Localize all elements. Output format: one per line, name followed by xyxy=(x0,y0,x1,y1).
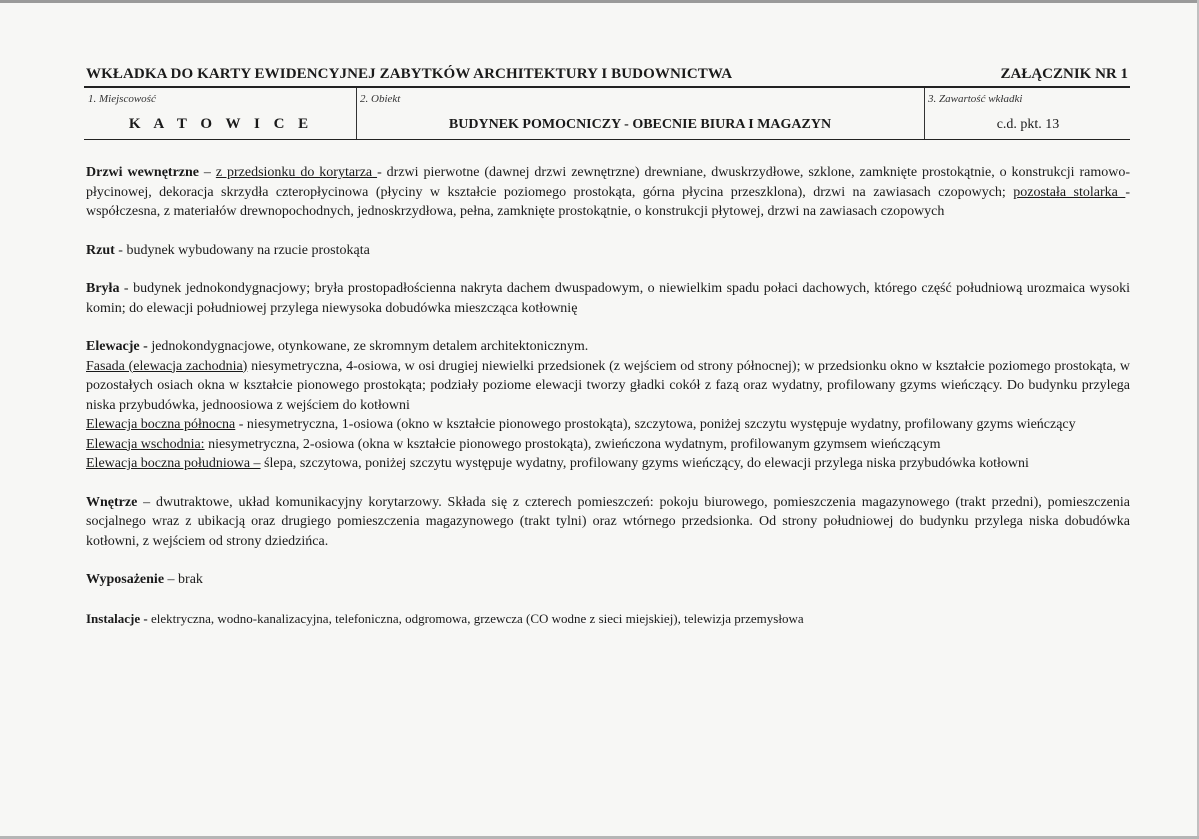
section-equipment xyxy=(86,570,1130,590)
doors-sub1: z przedsionku do korytarza xyxy=(215,165,378,180)
west-text: niesymetryczna, 4-osiowa, w osi drugiej niewielki przedsionek (z wejściem od strony północnej); w przedsionku okno w kształcie poziomego prostokąta, w pozostałych osiach okna w kształcie pionowego prostokąta; podziały poziome elewacji tworzy gładki cokół z fazą oraz wydatny, profilowany gzyms wieńczący. Do budynku przylega niska przybudówka, jednoosiowa z wejściem do kotłowni xyxy=(86,358,1130,413)
contents-label: 3. Zawartość wkładki xyxy=(928,93,1023,105)
section-doors xyxy=(86,163,1130,222)
object-label: 2. Obiekt xyxy=(360,93,401,105)
section-mass xyxy=(86,279,1130,318)
equipment-text: – brak xyxy=(164,572,203,587)
installations-text: elektryczna, wodno-kanalizacyjna, telefoniczna, odgromowa, grzewcza (CO wodne z sieci miejskiej), telewizja przemysłowa xyxy=(147,610,804,626)
section-elevations xyxy=(86,337,1130,474)
field-divider-1 xyxy=(356,88,357,139)
annex-number: ZAŁĄCZNIK NR 1 xyxy=(1000,66,1128,82)
elevation-north xyxy=(86,415,1130,435)
south-text: ślepa, szczytowa, poniżej szczytu występuje wydatny, profilowany gzyms wieńczący, do elewacji przylega niska przybudówka kotłowni xyxy=(260,456,1029,471)
document-body xyxy=(86,163,1130,647)
elevation-west xyxy=(86,357,1130,416)
scan-edge-top xyxy=(0,0,1199,3)
north-label: Elewacja boczna północna xyxy=(86,417,236,432)
interior-text: – dwutraktowe, układ komunikacyjny korytarzowy. Składa się z czterech pomieszczeń: pokoju biurowego, pomieszczenia magazynowego (trakt przedni), pomieszczenia socjalnego wraz z ubikacją oraz drugiego pomieszczenia magazynowego (trakt tylni) oraz wtórnego przedsionka. Od strony południowej do budynku przylega niska dobudówka kotłowni, z wejściem od strony dziedzińca. xyxy=(86,494,1130,549)
elevation-east xyxy=(86,435,1130,455)
elevations-intro-line xyxy=(86,337,1130,357)
equipment-heading: Wyposażenie xyxy=(86,572,165,587)
elevation-south xyxy=(86,454,1130,474)
field-divider-2 xyxy=(924,88,925,139)
object-value: BUDYNEK POMOCNICZY - OBECNIE BIURA I MAGAZYN xyxy=(448,117,832,132)
elevations-heading: Elewacje - xyxy=(86,339,148,354)
east-text: niesymetryczna, 2-osiowa (okna w kształcie pionowego prostokąta), zwieńczona wydatnym, profilowanym gzymsem wieńczącym xyxy=(204,436,941,452)
mass-heading: Bryła xyxy=(86,281,120,296)
doors-sub2: pozostała stolarka xyxy=(1013,184,1126,200)
doors-text1: - drzwi pierwotne (dawnej drzwi zewnętrzne) drewniane, dwuskrzydłowe, szklone, zamknięte prostokątnie, o konstrukcji ramowo-płycinowej, dekoracja skrzydła czteropłycinowa (płyciny w kształcie poziomego prostokąta, górna płycina przeszklona), drzwi na zawiasach czopowych; xyxy=(86,165,1131,200)
document-title: WKŁADKA DO KARTY EWIDENCYJNEJ ZABYTKÓW ARCHITEKTURY I BUDOWNICTWA xyxy=(86,66,733,82)
south-label: Elewacja boczna południowa – xyxy=(86,456,261,471)
section-plan xyxy=(86,241,1130,261)
locality-value: K A T O W I C E xyxy=(128,116,314,132)
mass-text: - budynek jednokondygnacjowy; bryła prostopadłościenna nakryta dachem dwuspadowym, o niewielkim spadu połaci dachowych, którego część południową urozmaica wysoki komin; do elewacji południowej przylega niewysoka dobudówka mieszcząca kotłownię xyxy=(86,281,1130,316)
locality-label: 1. Miejscowość xyxy=(88,93,156,105)
plan-heading: Rzut xyxy=(86,242,115,258)
west-label: Fasada (elewacja zachodnia) xyxy=(86,358,248,374)
north-text: - niesymetryczna, 1-osiowa (okno w kształcie pionowego prostokąta), szczytowa, poniżej szczytu występuje wydatny, profilowany gzyms wieńczący xyxy=(235,417,1076,432)
installations-heading: Instalacje - xyxy=(86,610,148,626)
contents-value: c.d. pkt. 13 xyxy=(996,117,1060,132)
doors-heading: Drzwi wewnętrzne xyxy=(86,165,199,180)
section-interior xyxy=(86,493,1130,552)
header-rule-top xyxy=(84,86,1130,88)
east-label: Elewacja wschodnia: xyxy=(86,436,205,452)
plan-text: - budynek wybudowany na rzucie prostokąta xyxy=(114,242,370,258)
interior-heading: Wnętrze xyxy=(86,494,138,510)
header-rule-bottom xyxy=(84,139,1130,140)
section-installations xyxy=(86,609,1130,629)
doors-dash: – xyxy=(199,165,216,180)
doors-text2: - współczesna, z materiałów drewnopochodnych, jednoskrzydłowa, pełna, zamknięte prostokątnie, o konstrukcji płytowej, drzwi na zawiasach czopowych xyxy=(86,184,1130,219)
elevations-intro: jednokondygnacjowe, otynkowane, ze skromnym detalem architektonicznym. xyxy=(147,339,589,354)
